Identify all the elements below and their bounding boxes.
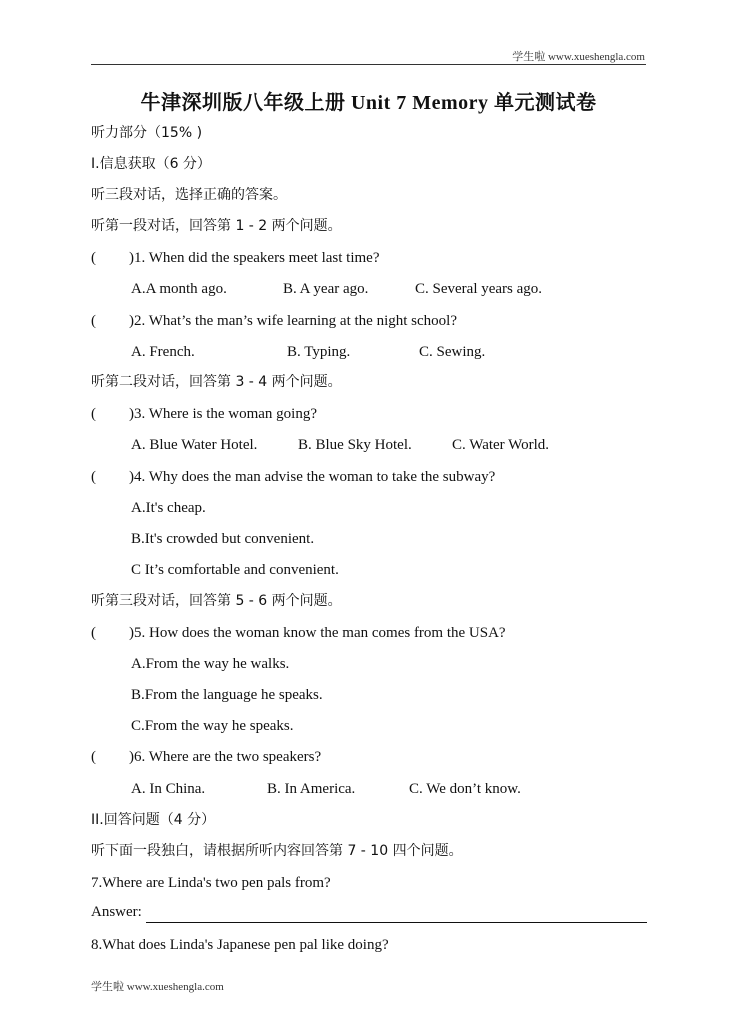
answer-bracket: ( xyxy=(91,406,96,422)
option-b: B.It's crowded but convenient. xyxy=(131,531,315,547)
option-a: A. French. xyxy=(131,344,195,360)
part1-heading: Ⅰ.信息获取（6 分） xyxy=(91,156,211,172)
option-b: B. In America. xyxy=(267,781,356,797)
option-a: A. Blue Water Hotel. xyxy=(131,437,258,453)
section-listening: 听力部分（15% ) xyxy=(91,125,203,141)
question-2-options xyxy=(131,342,631,362)
part2-instruction: 听下面一段独白，请根据所听内容回答第 7 - 10 四个问题。 xyxy=(91,843,463,859)
question-7: 7.Where are Linda's two pen pals from? xyxy=(91,875,331,891)
option-a: A. In China. xyxy=(131,781,206,797)
option-b: B. Blue Sky Hotel. xyxy=(298,437,412,453)
header-rule xyxy=(91,64,646,65)
question-text: )3. Where is the woman going? xyxy=(129,406,318,422)
header-site: 学生啦 www.xueshengla.com xyxy=(512,51,645,63)
question-5 xyxy=(91,623,651,643)
answer-bracket: ( xyxy=(91,625,96,641)
option-a: A.It's cheap. xyxy=(131,500,206,516)
page-title: 牛津深圳版八年级上册 Unit 7 Memory 单元测试卷 xyxy=(140,92,597,114)
footer-site: 学生啦 www.xueshengla.com xyxy=(91,981,224,993)
answer-bracket: ( xyxy=(91,749,96,765)
question-3-options xyxy=(131,435,631,455)
question-6-options xyxy=(131,779,631,799)
option-c: C. Several years ago. xyxy=(415,281,543,297)
question-text: )4. Why does the man advise the woman to take the subway? xyxy=(129,469,496,485)
option-b: B. A year ago. xyxy=(283,281,369,297)
option-b: B. Typing. xyxy=(287,344,351,360)
part1-instruction: 听三段对话，选择正确的答案。 xyxy=(91,187,287,203)
option-b: B.From the language he speaks. xyxy=(131,687,323,703)
question-8: 8.What does Linda's Japanese pen pal like doing? xyxy=(91,937,389,953)
question-3 xyxy=(91,404,651,424)
question-1-options xyxy=(131,279,631,299)
question-4 xyxy=(91,467,651,487)
question-text: )1. When did the speakers meet last time? xyxy=(129,250,380,266)
option-a: A.From the way he walks. xyxy=(131,656,290,672)
option-c: C. Sewing. xyxy=(419,344,486,360)
answer-bracket: ( xyxy=(91,313,96,329)
question-2 xyxy=(91,311,651,331)
question-text: )6. Where are the two speakers? xyxy=(129,749,322,765)
dialog1-instruction: 听第一段对话，回答第 1 - 2 两个问题。 xyxy=(91,218,342,234)
question-text: )5. How does the woman know the man comes from the USA? xyxy=(129,625,506,641)
answer-bracket: ( xyxy=(91,250,96,266)
option-c: C.From the way he speaks. xyxy=(131,718,294,734)
answer-blank-line[interactable] xyxy=(146,922,647,923)
option-c: C. Water World. xyxy=(452,437,550,453)
part2-heading: II.回答问题（4 分） xyxy=(91,812,216,828)
option-c: C It’s comfortable and convenient. xyxy=(131,562,339,578)
answer-row[interactable] xyxy=(91,904,647,924)
answer-bracket: ( xyxy=(91,469,96,485)
answer-label: Answer: xyxy=(91,904,142,920)
question-1 xyxy=(91,248,651,268)
question-6 xyxy=(91,747,651,767)
question-text: )2. What’s the man’s wife learning at the night school? xyxy=(129,313,457,329)
dialog2-instruction: 听第二段对话，回答第 3 - 4 两个问题。 xyxy=(91,374,342,390)
option-c: C. We don’t know. xyxy=(409,781,521,797)
option-a: A.A month ago. xyxy=(131,281,227,297)
dialog3-instruction: 听第三段对话，回答第 5 - 6 两个问题。 xyxy=(91,593,342,609)
